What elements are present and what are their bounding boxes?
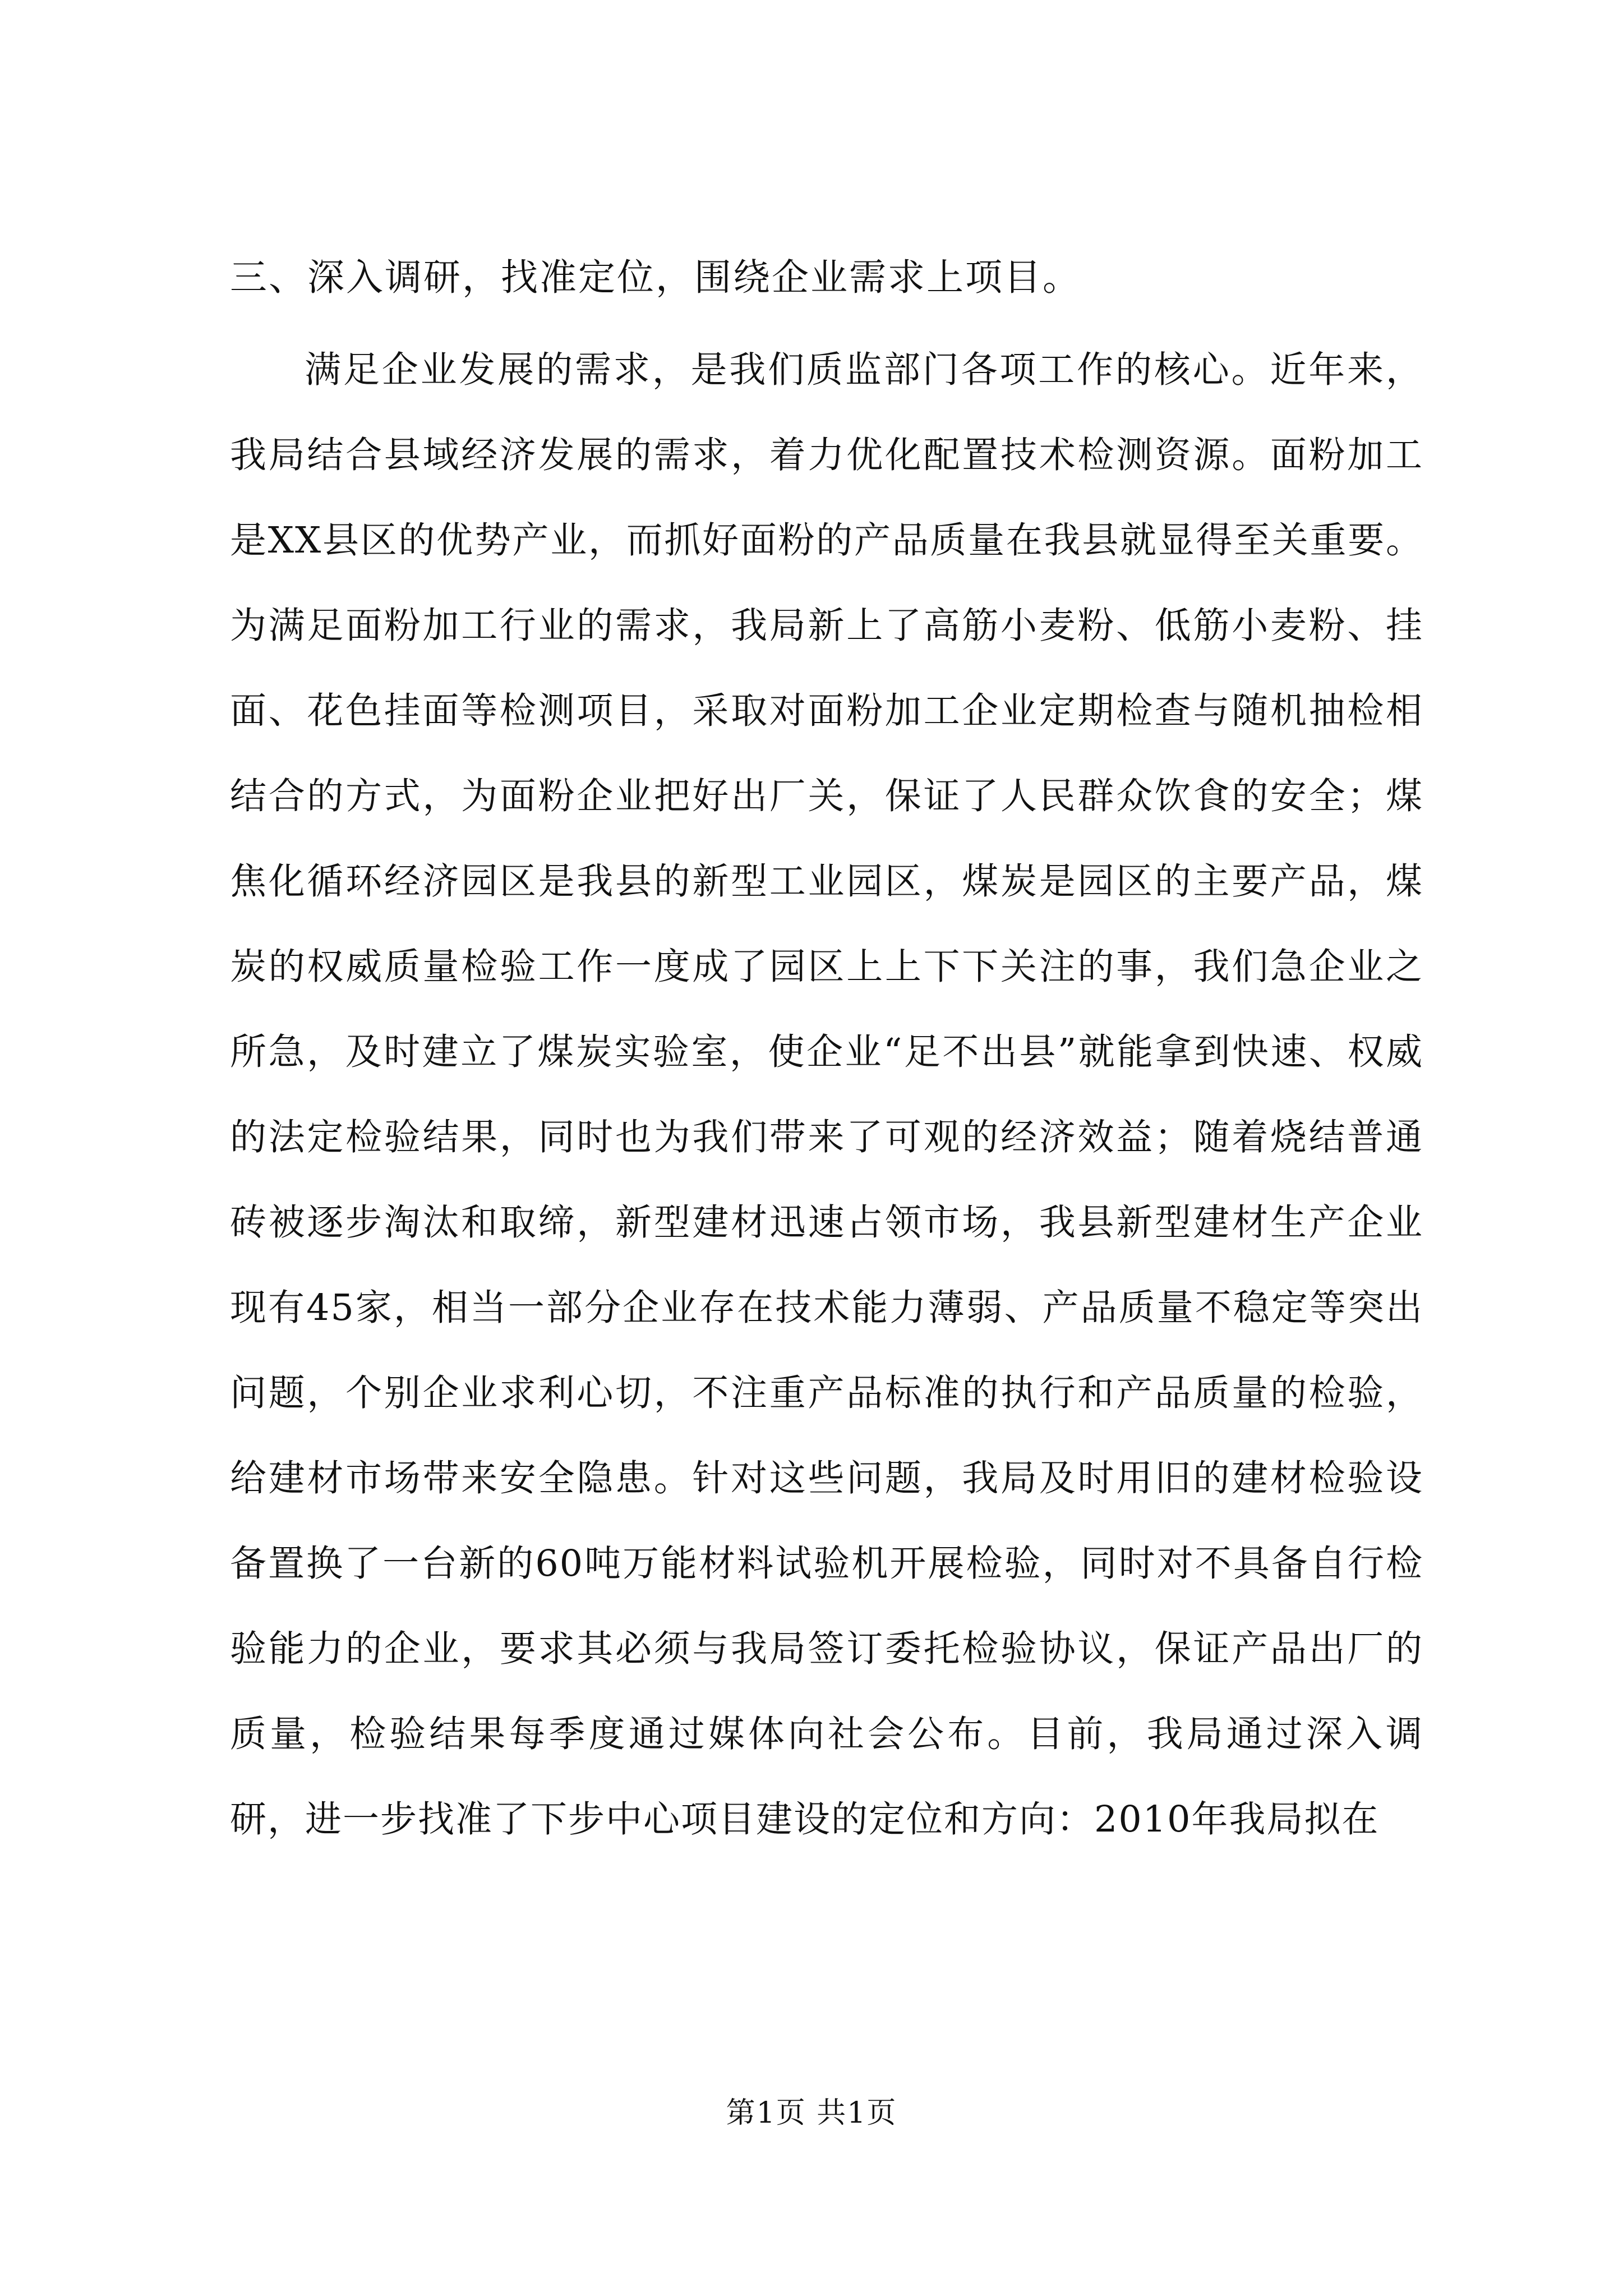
body-paragraph: 满足企业发展的需求，是我们质监部门各项工作的核心。近年来，我局结合县域经济发展的需求，着力优化配置技术检测资源。面粉加工是XX县区的优势产业，而抓好面粉的产品质量在我县就显得至关重要。为满足面粉加工行业的需求，我局新上了高筋小麦粉、低筋小麦粉、挂面、花色挂面等检测项目，采取对面粉加工企业定期检查与随机抽检相结合的方式，为面粉企业把好出厂关，保证了人民群众饮食的安全；煤焦化循环经济园区是我县的新型工业园区，煤炭是园区的主要产品，煤炭的权威质量检验工作一度成了园区上上下下关注的事，我们急企业之所急，及时建立了煤炭实验室，使企业“足不出县”就能拿到快速、权威的法定检验结果，同时也为我们带来了可观的经济效益；随着烧结普通砖被逐步淘汰和取缔，新型建材迅速占领市场，我县新型建材生产企业现有45家，相当一部分企业存在技术能力薄弱、产品质量不稳定等突出问题，个别企业求利心切，不注重产品标准的执行和产品质量的检验，给建材市场带来安全隐患。针对这些问题，我局及时用旧的建材检验设备置换了一台新的60吨万能材料试验机开展检验，同时对不具备自行检验能力的企业，要求其必须与我局签订委托检验协议，保证产品出厂的质量，检验结果每季度通过媒体向社会公布。目前，我局通过深入调研，进一步找准了下步中心项目建设的定位和方向：2010年我局拟在: [230, 349, 1423, 1841]
section-heading: 三、深入调研，找准定位，围绕企业需求上项目。: [230, 256, 1081, 299]
page-footer: 第1页 共1页: [726, 2096, 897, 2130]
